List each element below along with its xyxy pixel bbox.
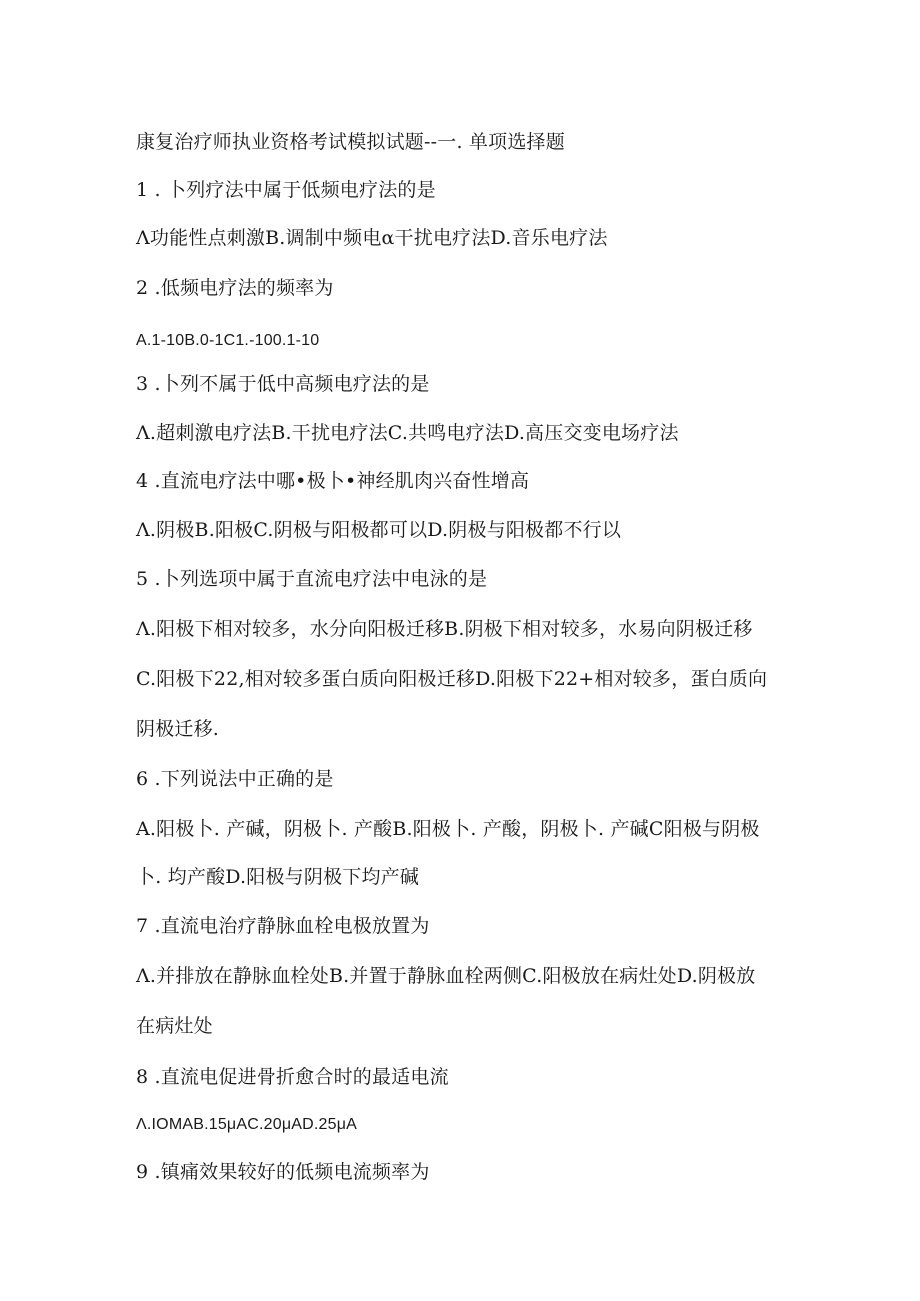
question-3-options: Λ.超刺激电疗法B.干扰电疗法C.共鸣电疗法D.高压交变电场疗法 bbox=[136, 422, 679, 444]
question-7-options-line-1: Λ.并排放在静脉血栓处B.并置于静脉血栓两侧C.阳极放在病灶处D.阴极放 bbox=[136, 965, 756, 987]
question-2-options: A.1-10B.0-1C1.-100.1-10 bbox=[136, 332, 320, 349]
question-6-options-line-2: 卜. 均产酸D.阳极与阴极下均产碱 bbox=[136, 866, 420, 888]
question-6: 6 .下列说法中正确的是 bbox=[136, 768, 334, 790]
question-5-options-line-2: C.阳极下22,相对较多蛋白质向阳极迁移D.阳极下22+相对较多，蛋白质向 bbox=[136, 668, 768, 690]
question-4-options: Λ.阴极B.阳极C.阴极与阳极都可以D.阴极与阳极都不行以 bbox=[136, 519, 622, 541]
document-title: 康复治疗师执业资格考试模拟试题--一. 单项选择题 bbox=[136, 131, 565, 153]
question-5-options-line-1: Λ.阳极下相对较多，水分向阳极迁移B.阴极下相对较多，水易向阴极迁移 bbox=[136, 618, 753, 640]
question-8: 8 .直流电促进骨折愈合时的最适电流 bbox=[136, 1066, 449, 1088]
question-1: 1 . 卜列疗法中属于低频电疗法的是 bbox=[136, 179, 436, 201]
question-4: 4 .直流电疗法中哪•极卜•神经肌肉兴奋性增高 bbox=[136, 470, 530, 492]
question-3: 3 .卜列不属于低中高频电疗法的是 bbox=[136, 373, 430, 395]
question-5-options-line-3: 阴极迁移. bbox=[136, 718, 220, 740]
question-9: 9 .镇痛效果较好的低频电流频率为 bbox=[136, 1161, 430, 1183]
question-7: 7 .直流电治疗静脉血栓电极放置为 bbox=[136, 915, 430, 937]
question-5: 5 .卜列选项中属于直流电疗法中电泳的是 bbox=[136, 568, 488, 590]
question-2: 2 .低频电疗法的频率为 bbox=[136, 277, 334, 299]
question-6-options-line-1: A.阳极卜. 产碱，阴极卜. 产酸B.阳极卜. 产酸，阴极卜. 产碱C阳极与阴极 bbox=[136, 818, 760, 840]
question-1-options: Λ功能性点刺激B.调制中频电α干扰电疗法D.音乐电疗法 bbox=[136, 227, 608, 249]
question-8-options: Λ.IOΜAB.15μAC.20μAD.25μA bbox=[136, 1116, 358, 1133]
question-7-options-line-2: 在病灶处 bbox=[136, 1015, 213, 1037]
